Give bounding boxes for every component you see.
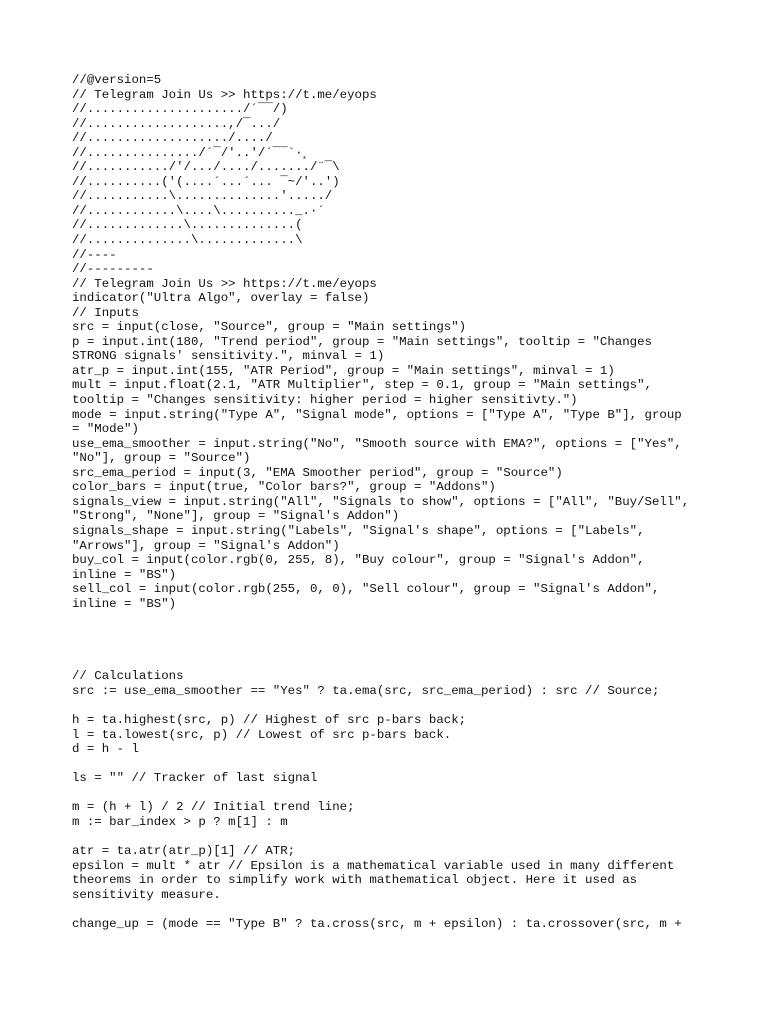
code-line: //............\....\.........._.·´ [72,203,325,218]
code-line: l = ta.lowest(src, p) // Lowest of src p-bars back. [72,727,452,742]
code-line: buy_col = input(color.rgb(0, 255, 8), "Buy colour", group = "Signal's Addon", [72,553,645,568]
code-line: src = input(close, "Source", group = "Main settings") [72,320,467,335]
code-line: //---- [72,247,117,262]
code-line: indicator("Ultra Algo", overlay = false) [72,291,370,306]
code-line: //...................../´¯¯/) [72,102,288,117]
code-line: signals_shape = input.string("Labels", "Signal's shape", options = ["Labels", [72,523,645,538]
code-line [72,611,712,626]
code-line: // Telegram Join Us >> https://t.me/eyops [72,87,377,102]
code-line: src := use_ema_smoother == "Yes" ? ta.ema(src, src_ema_period) : src // Source; [72,683,660,698]
code-line: // Telegram Join Us >> https://t.me/eyops [72,276,377,291]
code-line [72,655,712,670]
code-line: theorems in order to simplify work with mathematical object. Here it used as [72,873,638,888]
code-line: color_bars = input(true, "Color bars?", group = "Addons") [72,480,496,495]
code-line [72,829,712,844]
code-line: change_up = (mode == "Type B" ? ta.cross(src, m + epsilon) : ta.crossover(src, m + [72,916,682,931]
code-line: inline = "BS") [72,567,177,582]
code-line: h = ta.highest(src, p) // Highest of src p-bars back; [72,713,467,728]
code-line: tooltip = "Changes sensitivity: higher period = higher sensitivty.") [72,393,578,408]
code-line: sell_col = input(color.rgb(255, 0, 0), "Sell colour", group = "Signal's Addon", [72,582,660,597]
code-line [72,902,712,917]
code-line: //@version=5 [72,73,162,87]
code-line: p = input.int(180, "Trend period", group = "Main settings", tooltip = "Changes [72,334,652,349]
code-line: //.............../´¯/'..'/´¯¯`·¸ [72,145,310,160]
code-line: "No"], group = "Source") [72,451,251,466]
code-line: "Arrows"], group = "Signal's Addon") [72,538,340,553]
code-line: //...........\..............'...../ [72,189,333,204]
code-line: //--------- [72,262,154,277]
code-line: //..........('(....´...´... ¯~/'..') [72,174,340,189]
code-line [72,757,712,772]
code-line: mode = input.string("Type A", "Signal mode", options = ["Type A", "Type B"], group [72,407,682,422]
code-line: m := bar_index > p ? m[1] : m [72,814,288,829]
code-line: d = h - l [72,742,139,757]
code-line: // Calculations [72,669,184,684]
code-line: //..............\.............\ [72,233,303,248]
code-line: //...................,/¯.../ [72,116,281,131]
code-line: signals_view = input.string("All", "Signals to show", options = ["All", "Buy/Sell", [72,494,690,509]
code-line: atr_p = input.int(155, "ATR Period", group = "Main settings", minval = 1) [72,363,615,378]
code-line: //.........../'/.../..../......./¨¯\ [72,160,340,175]
code-line [72,699,712,714]
code-line: STRONG signals' sensitivity.", minval = 1) [72,349,385,364]
code-line: //.................../..../ [72,131,273,146]
code-line [72,786,712,801]
code-line: ls = "" // Tracker of last signal [72,771,318,786]
code-line: = "Mode") [72,422,139,437]
code-line [72,626,712,641]
code-line: atr = ta.atr(atr_p)[1] // ATR; [72,843,296,858]
code-line: src_ema_period = input(3, "EMA Smoother period", group = "Source") [72,465,563,480]
code-line: //.............\..............( [72,218,303,233]
code-line: epsilon = mult * atr // Epsilon is a mathematical variable used in many different [72,858,675,873]
code-line: mult = input.float(2.1, "ATR Multiplier", step = 0.1, group = "Main settings", [72,378,652,393]
code-line [72,640,712,655]
document-page [72,73,712,931]
code-line: inline = "BS") [72,596,177,611]
code-line: use_ema_smoother = input.string("No", "Smooth source with EMA?", options = ["Yes", [72,436,682,451]
code-line: sensitivity measure. [72,887,221,902]
code-line: "Strong", "None"], group = "Signal's Addon") [72,509,400,524]
code-line: m = (h + l) / 2 // Initial trend line; [72,800,355,815]
code-line: // Inputs [72,305,139,320]
